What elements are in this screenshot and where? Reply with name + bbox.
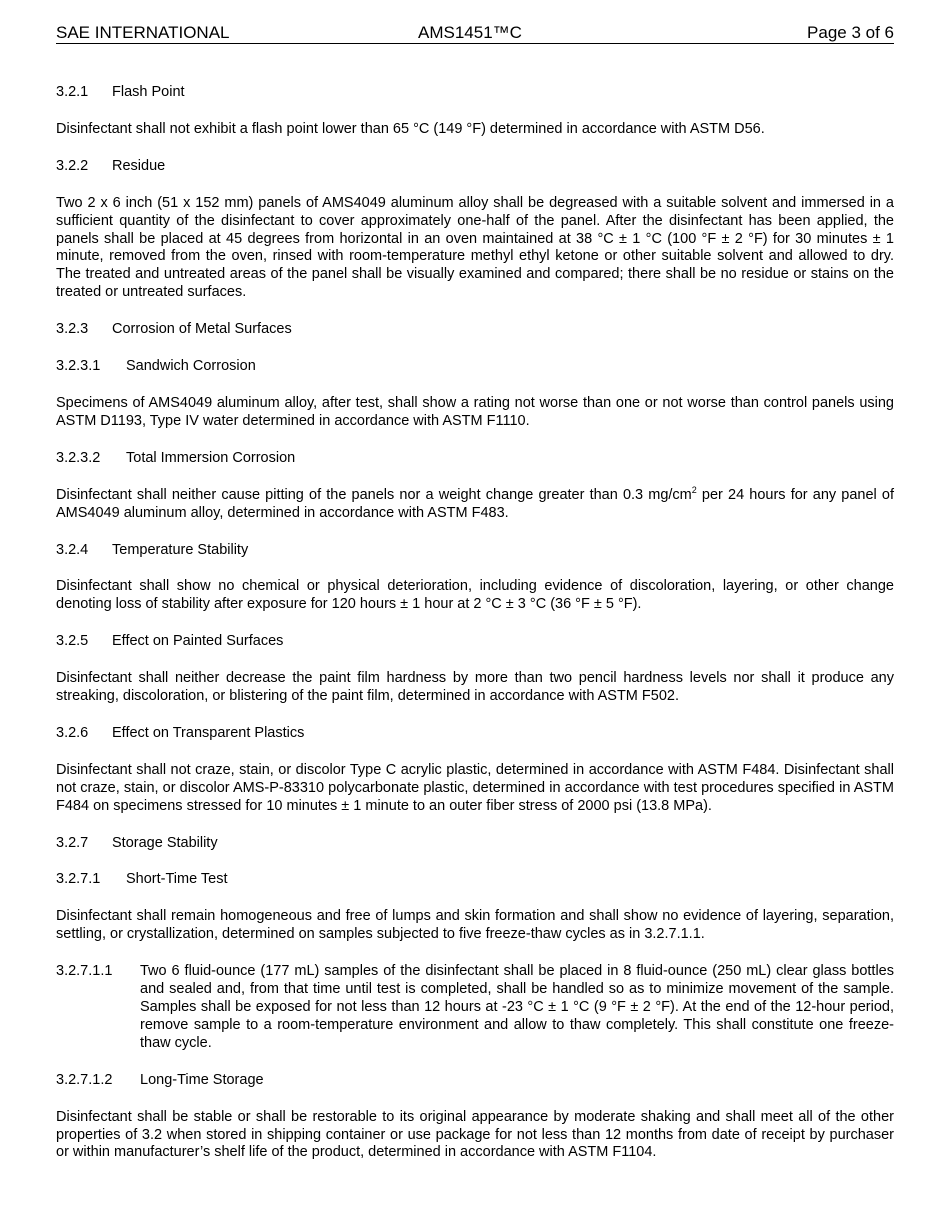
section-number: 3.2.6 <box>56 724 89 741</box>
section-title: Temperature Stability <box>112 541 249 558</box>
section-title: Effect on Transparent Plastics <box>112 724 305 741</box>
section-paragraph: Disinfectant shall remain homogeneous and free of lumps and skin formation and shall show no evidence of layering, separation, settling, or crystallization, determined on samples subjected to five freeze-thaw cycles as in 3.2.7.1.1. <box>56 908 894 943</box>
section-paragraph: Two 6 fluid-ounce (177 mL) samples of the disinfectant shall be placed in 8 fluid-ounce (250 mL) clear glass bottles and sealed and, from that time until test is completed, shall be handled so as to minimize movement of the sample. Samples shall be exposed for not less than 12 hours at -23 °C ± 1 °C (9 °F ± 2 °F). At the end of the 12-hour period, remove sample to a room-temperature environment and allow to thaw completely. This shall constitute one freeze-thaw cycle. <box>140 963 894 1051</box>
section-number: 3.2.7.1.2 <box>56 1071 113 1088</box>
section-number: 3.2.3.2 <box>56 449 101 466</box>
section-heading <box>56 835 894 853</box>
section-number: 3.2.2 <box>56 157 89 174</box>
section-heading <box>56 633 894 651</box>
page-header <box>56 22 894 44</box>
section-paragraph: Disinfectant shall neither cause pitting of the panels nor a weight change greater than 0.3 $mg/cm^2$ per 24 hours for any panel of AMS4049 aluminum alloy, determined in accordance with ASTM F483. <box>56 484 894 521</box>
section-heading <box>56 1072 894 1090</box>
section-paragraph: Two 2 x 6 inch (51 x 152 mm) panels of AMS4049 aluminum alloy shall be degreased with a suitable solvent and immersed in a sufficient quantity of the disinfectant to cover approximately one-half of the panel. After the disinfectant has been applied, the panels shall be placed at 45 degrees from horizontal in an oven maintained at 38 °C ± 1 °C (100 °F ± 2 °F) for 30 minutes ± 1 minute, removed from the oven, rinsed with room-temperature methyl ethyl ketone or other suitable solvent and allowed to dry. The treated and untreated areas of the panel shall be visually examined and compared; there shall be no residue or stains on the treated or untreated surfaces. <box>56 194 894 301</box>
section-number: 3.2.3.1 <box>56 358 101 375</box>
section-title: Flash Point <box>112 84 185 100</box>
section-number: 3.2.3 <box>56 321 89 338</box>
section-title: Total Immersion Corrosion <box>126 449 296 466</box>
section-heading <box>56 450 894 468</box>
section-number: 3.2.7.1 <box>56 871 101 888</box>
section-title: Storage Stability <box>112 834 218 851</box>
header-page-number: Page 3 of 6 <box>807 23 894 42</box>
section-paragraph: Specimens of AMS4049 aluminum alloy, after test, shall show a rating not worse than one or not worse than control panels using ASTM D1193, Type IV water determined in accordance with ASTM F1110. <box>56 394 894 429</box>
section-title: Residue <box>112 157 166 174</box>
section-title: Sandwich Corrosion <box>126 358 256 375</box>
section-number: 3.2.4 <box>56 541 89 558</box>
section-heading <box>56 542 894 560</box>
section-heading <box>56 725 894 743</box>
subsection-item <box>56 963 894 1053</box>
document-body <box>56 84 894 1162</box>
section-paragraph: Disinfectant shall be stable or shall be restorable to its original appearance by moderate shaking and shall meet all of the other properties of 3.2 when stored in shipping container or use package for not less than 12 months from date of receipt by purchaser or within manufacturer’s shelf life of the product, determined in accordance with ASTM F1104. <box>56 1108 894 1161</box>
section-heading <box>56 321 894 339</box>
section-number: 3.2.5 <box>56 633 89 650</box>
section-paragraph: Disinfectant shall not exhibit a flash point lower than 65 °C (149 °F) determined in accordance with ASTM D56. <box>56 120 765 137</box>
section-paragraph: Disinfectant shall neither decrease the paint film hardness by more than two pencil hardness levels nor shall it produce any streaking, discoloration, or blistering of the paint film, determined in accordance with ASTM F502. <box>56 670 894 705</box>
section-paragraph: Disinfectant shall show no chemical or physical deterioration, including evidence of discoloration, layering, or other change denoting loss of stability after exposure for 120 hours ± 1 hour at 2 °C ± 3 °C (36 °F ± 5 °F). <box>56 578 894 613</box>
section-number: 3.2.1 <box>56 84 89 100</box>
section-title: Long-Time Storage <box>140 1071 264 1088</box>
section-heading <box>56 84 894 102</box>
header-organization: SAE INTERNATIONAL <box>56 23 230 42</box>
section-heading <box>56 158 894 176</box>
section-heading <box>56 871 894 889</box>
section-paragraph: Disinfectant shall not craze, stain, or discolor Type C acrylic plastic, determined in accordance with ASTM F484. Disinfectant shall not craze, stain, or discolor AMS-P-83310 polycarbonate plastic, determined in accordance with test procedures specified in ASTM F484 on specimens stressed for 10 minutes ± 1 minute to an outer fiber stress of 2000 psi (13.8 MPa). <box>56 761 894 814</box>
section-number: 3.2.7.1.1 <box>56 963 113 980</box>
section-heading <box>56 358 894 376</box>
section-title: Corrosion of Metal Surfaces <box>112 321 292 338</box>
section-title: Effect on Painted Surfaces <box>112 633 284 650</box>
header-document-number: AMS1451™C <box>418 23 522 42</box>
section-title: Short-Time Test <box>126 871 228 888</box>
section-number: 3.2.7 <box>56 834 89 851</box>
